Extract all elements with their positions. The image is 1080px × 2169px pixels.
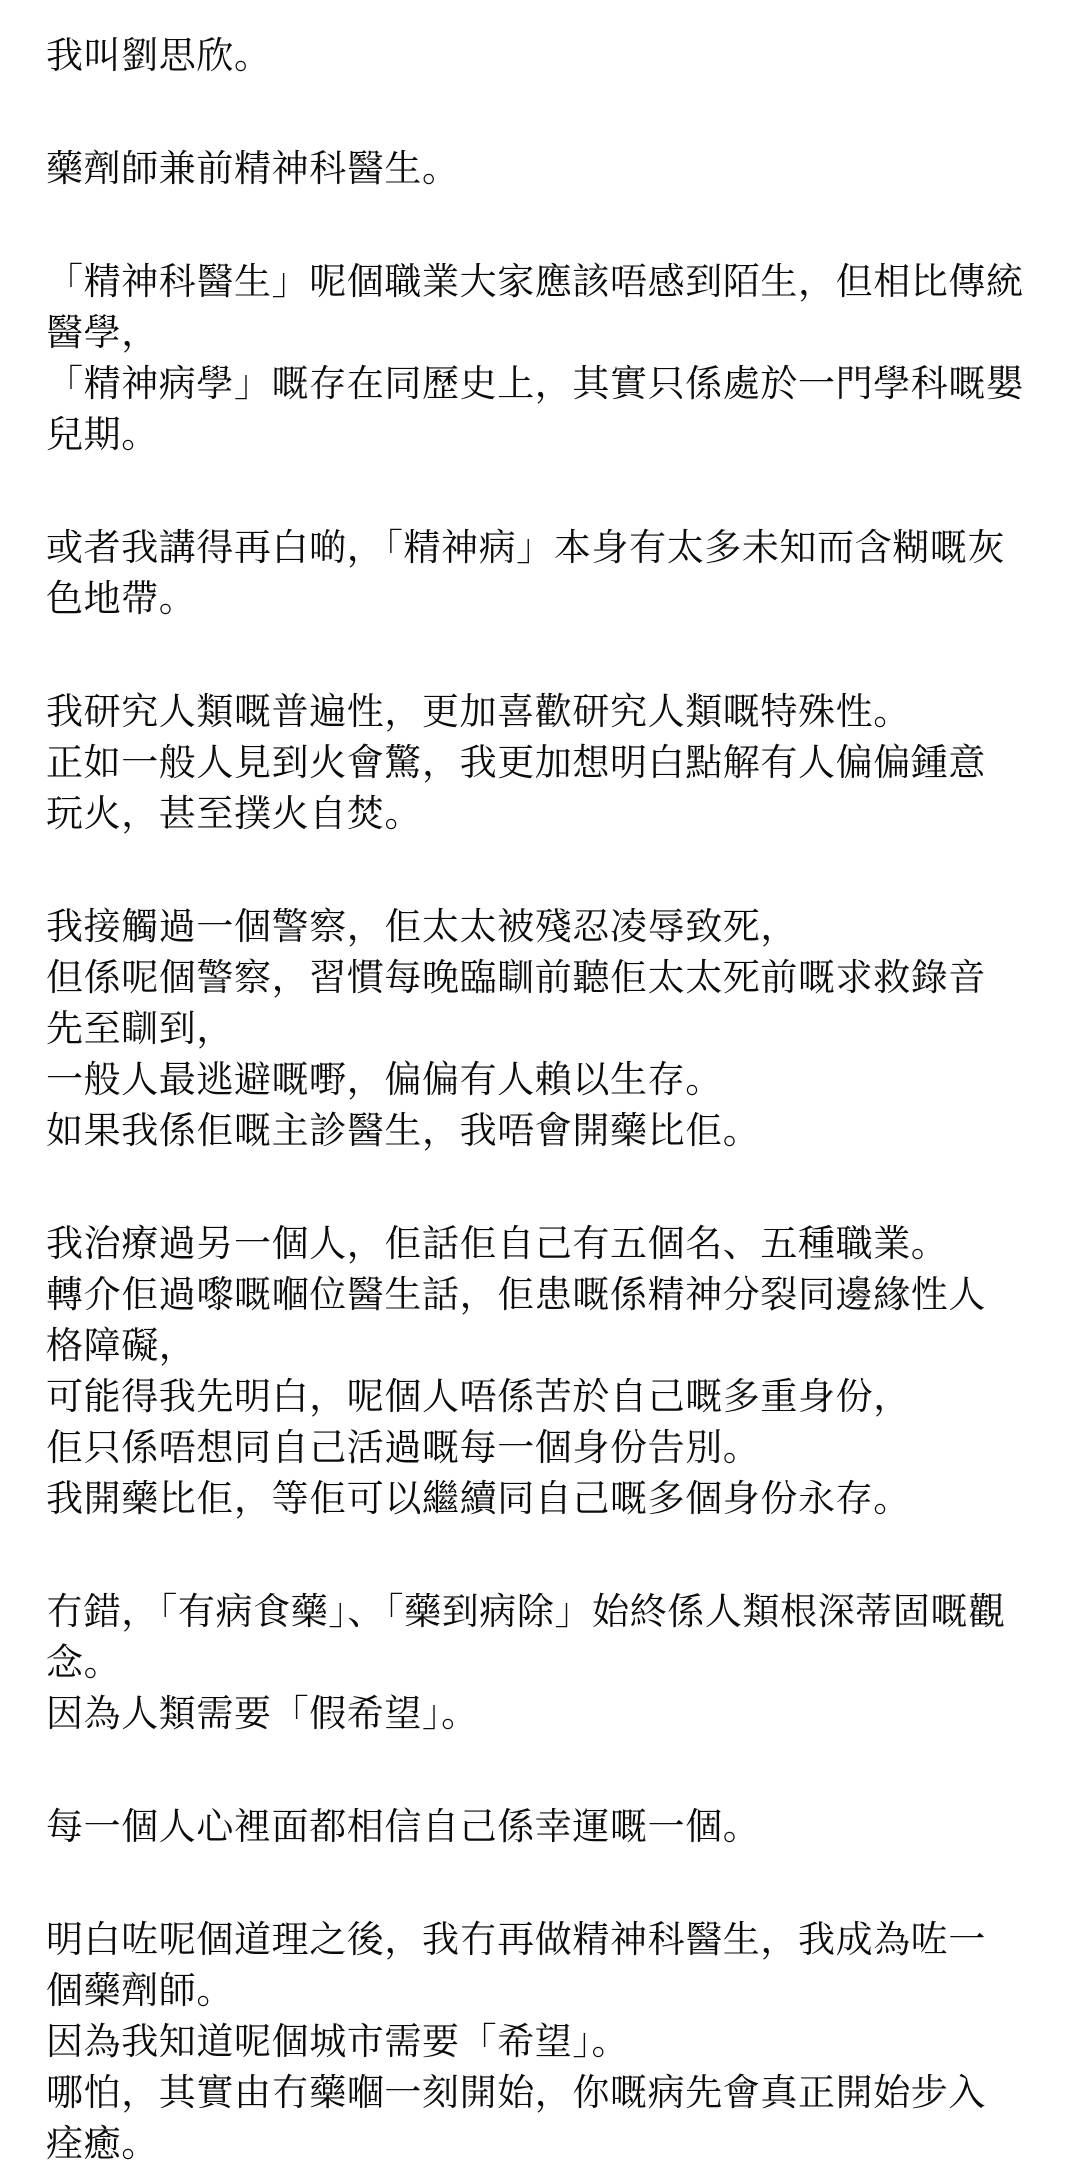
text-line: 「精神科醫生」呢個職業大家應該唔感到陌生，但相比傳統 <box>46 260 1024 303</box>
text-line: 個藥劑師。 <box>46 1969 234 2012</box>
text-line: 一般人最逃避嘅嘢，偏偏有人賴以生存。 <box>46 1058 723 1101</box>
text-line: 我接觸過一個警察，佢太太被殘忍凌辱致死， <box>46 905 798 948</box>
text-line: 我叫劉思欣。 <box>46 34 272 77</box>
text-line: 玩火，甚至撲火自焚。 <box>46 792 422 835</box>
text-line: 格障礙， <box>46 1324 197 1367</box>
text-line: 如果我係佢嘅主診醫生，我唔會開藥比佢。 <box>46 1109 761 1152</box>
text-line: 轉介佢過嚟嘅嗰位醫生話，佢患嘅係精神分裂同邊緣性人 <box>46 1273 986 1316</box>
paragraph <box>46 30 1034 81</box>
text-line: 我開藥比佢，等佢可以繼續同自己嘅多個身份永存。 <box>46 1477 911 1520</box>
text-line: 我治療過另一個人，佢話佢自己有五個名、五種職業。 <box>46 1222 949 1265</box>
paragraph <box>46 1218 1034 1524</box>
text-line: 藥劑師兼前精神科醫生。 <box>46 147 460 190</box>
text-line: 每一個人心裡面都相信自己係幸運嘅一個。 <box>46 1805 761 1848</box>
paragraph <box>46 901 1034 1156</box>
text-line: 先至瞓到， <box>46 1007 234 1050</box>
paragraph <box>46 143 1034 194</box>
text-line: 「精神病學」嘅存在同歷史上，其實只係處於一門學科嘅嬰 <box>46 362 1024 405</box>
text-line: 我研究人類嘅普遍性，更加喜歡研究人類嘅特殊性。 <box>46 690 911 733</box>
text-line: 色地帶。 <box>46 577 197 620</box>
text-line: 正如一般人見到火會驚，我更加想明白點解有人偏偏鍾意 <box>46 741 986 784</box>
text-line: 醫學， <box>46 311 159 354</box>
paragraph <box>46 1586 1034 1739</box>
text-line: 冇錯，「有病食藥」、「藥到病除」始終係人類根深蒂固嘅觀 <box>46 1590 1006 1633</box>
text-line: 痊癒。 <box>46 2122 159 2165</box>
paragraph <box>46 686 1034 839</box>
text-line: 佢只係唔想同自己活過嘅每一個身份告別。 <box>46 1426 761 1469</box>
paragraph <box>46 256 1034 460</box>
paragraph <box>46 1914 1034 2169</box>
text-line: 念。 <box>46 1641 122 1684</box>
text-line: 因為我知道呢個城市需要「希望」。 <box>46 2020 630 2063</box>
paragraph <box>46 1801 1034 1852</box>
text-line: 明白咗呢個道理之後，我冇再做精神科醫生，我成為咗一 <box>46 1918 986 1961</box>
text-line: 但係呢個警察，習慣每晚臨瞓前聽佢太太死前嘅求救錄音 <box>46 956 986 999</box>
text-line: 可能得我先明白，呢個人唔係苦於自己嘅多重身份， <box>46 1375 911 1418</box>
text-line: 兒期。 <box>46 413 159 456</box>
paragraph <box>46 522 1034 624</box>
text-line: 因為人類需要「假希望」。 <box>46 1692 479 1735</box>
text-line: 或者我講得再白啲，「精神病」本身有太多未知而含糊嘅灰 <box>46 526 1006 569</box>
text-line: 哪怕，其實由冇藥嗰一刻開始，你嘅病先會真正開始步入 <box>46 2071 986 2114</box>
